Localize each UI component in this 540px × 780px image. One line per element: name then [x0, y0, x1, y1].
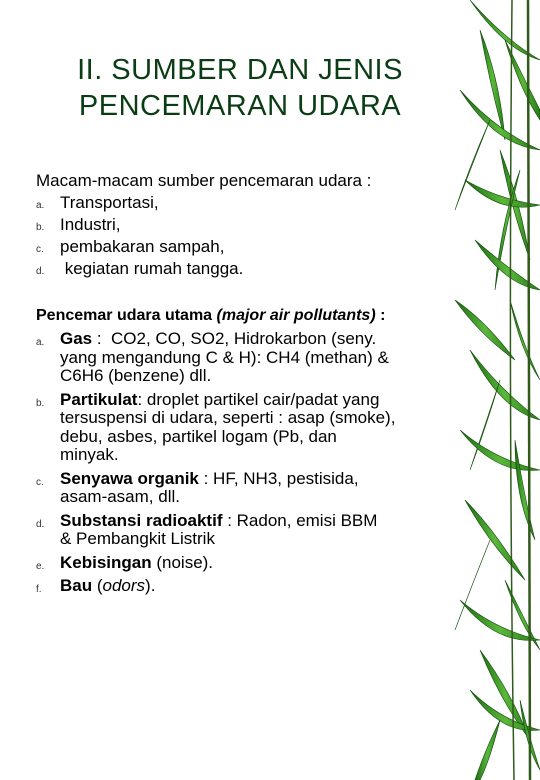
list-item [36, 512, 466, 549]
pollutant-desc: : CO2, CO, SO2, Hidrokarbon (seny. [92, 329, 377, 348]
list-item [36, 258, 466, 280]
pollutant-desc: C6H6 (benzene) dll. [60, 366, 212, 385]
list-item [36, 192, 466, 214]
pollutant-desc: & Pembangkit Listrik [60, 529, 215, 548]
list-marker: c. [36, 476, 44, 488]
list-marker: e. [36, 560, 45, 572]
list-item [36, 330, 466, 386]
pollutant-term: Gas [60, 329, 93, 348]
list-item [36, 577, 466, 596]
sources-list [36, 192, 466, 280]
pollutant-desc: : Radon, emisi BBM [222, 510, 378, 530]
pollutant-desc: ( [92, 576, 103, 595]
pollutant-desc: : HF, NH3, pestisida, [198, 468, 359, 488]
list-item [36, 236, 466, 258]
pollutant-desc: : droplet partikel cair/padat yang [137, 389, 380, 409]
list-marker: a. [36, 200, 45, 211]
pollutant-term: Bau [60, 576, 93, 595]
pollutant-english-term: odors [102, 576, 146, 595]
list-item [36, 470, 466, 507]
list-marker: a. [36, 337, 45, 348]
pollutant-term: Partikulat [60, 389, 138, 409]
pollutant-desc: debu, asbes, partikel logam (Pb, dan [60, 426, 337, 446]
pollutant-term: Senyawa organik [60, 468, 199, 488]
slide-title [30, 52, 450, 124]
pollutant-desc: yang mengandung C & H): CH4 (methan) & [60, 347, 389, 367]
list-item-text: Transportasi, [60, 193, 159, 212]
pollutant-desc: ). [145, 576, 156, 595]
heading-text: Pencemar udara utama [36, 307, 217, 324]
pollutant-desc: tersuspensi di udara, seperti : asap (smoke), [60, 408, 396, 427]
pollutants-list [36, 330, 466, 596]
list-item [36, 391, 466, 465]
pollutant-desc: (noise). [151, 552, 214, 572]
list-item-text: kegiatan rumah tangga. [60, 259, 244, 278]
list-marker: b. [36, 222, 45, 233]
list-item [36, 554, 466, 573]
list-marker: c. [36, 244, 44, 255]
pollutant-term: Kebisingan [60, 552, 152, 572]
pollutant-desc: minyak. [60, 445, 119, 464]
list-marker: d. [36, 266, 45, 277]
pollutants-heading [36, 306, 466, 326]
title-line-1: II. SUMBER DAN JENIS [77, 54, 403, 86]
list-item [36, 214, 466, 236]
list-marker: f. [36, 584, 42, 595]
pollutant-desc: asam-asam, dll. [60, 487, 180, 506]
list-marker: d. [36, 518, 45, 530]
list-item-text: Industri, [60, 215, 121, 234]
title-line-2: PENCEMARAN UDARA [78, 90, 402, 122]
heading-colon: : [375, 307, 386, 324]
heading-english-term: (major air pollutants) [216, 307, 376, 324]
list-item-text: pembakaran sampah, [60, 237, 225, 256]
slide-content [36, 170, 466, 601]
pollutant-term: Substansi radioaktif [60, 510, 223, 530]
sources-intro: Macam-macam sumber pencemaran udara : [36, 171, 372, 190]
list-marker: b. [36, 397, 45, 409]
